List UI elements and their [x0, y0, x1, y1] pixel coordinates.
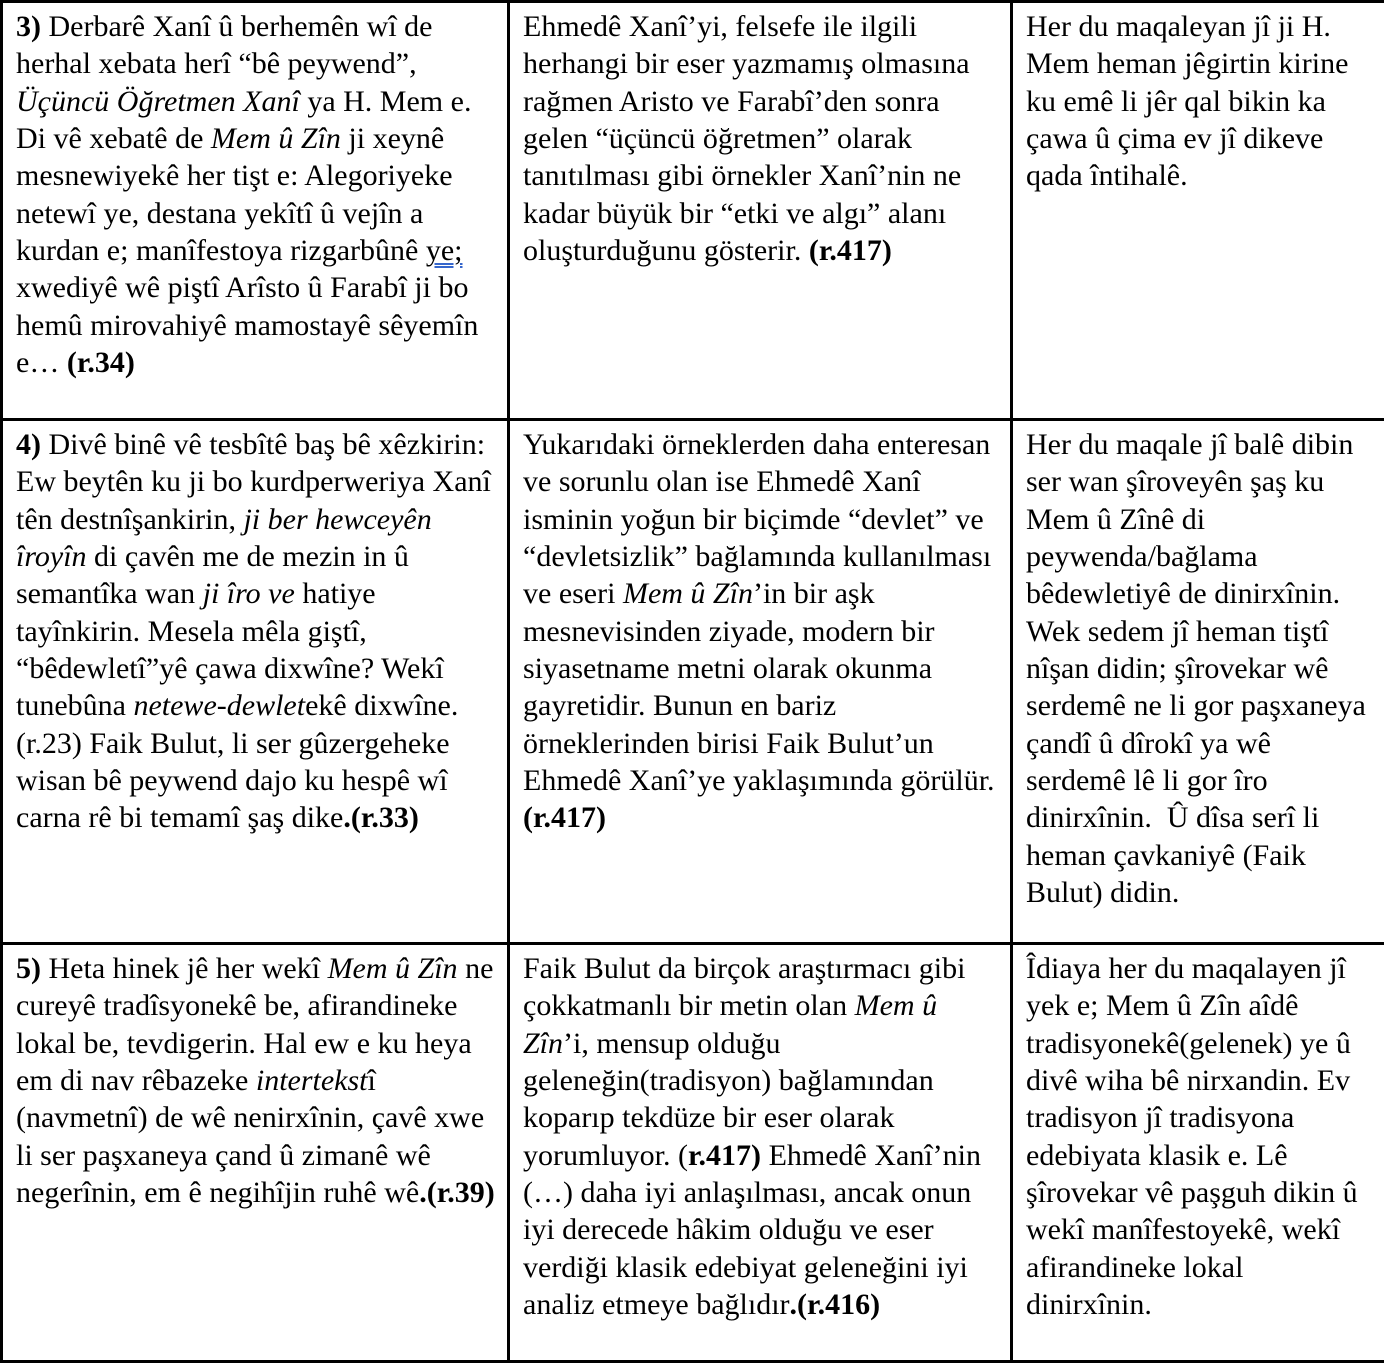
text-run: ji xeynê mesnewiyekê her tişt e: Alegoriyeke netewî ye, destana yekîtî û vejîn a kurdan e; manîfestoya rizgarbûnê [16, 122, 453, 267]
text-run: Derbarê Xanî û berhemên wî de herhal xebata herî “bê peywend”, [16, 10, 433, 80]
text-run: xwediyê wê piştî Arîsto û Farabî ji bo hemû mirovahiyê mamostayê sêyemîn e… [16, 271, 478, 379]
text-run: Her du maqaleyan jî ji H. Mem heman jêgirtin kirine ku emê li jêr qal bikin ka çawa û çima ev jî dikeve qada întihalê. [1026, 10, 1348, 192]
italic-text: intertekst [256, 1064, 368, 1097]
text-run: Her du maqale jî balê dibin ser wan şîroveyên şaş ku Mem û Zînê di peywenda/bağlama bêdewletiyê de dinirxînin. Wek sedem jî heman tiştî nîşan didin; şîrovekar wê serdemê ne li gor paşxaneya çandî û dîrokî ya wê serdemê lê li gor îro dinirxînin. Û dîsa serî li heman çavkaniyê (Faik Bulut) didin. [1026, 428, 1366, 909]
italic-text: Üçüncü Öğretmen Xanî [16, 85, 300, 118]
table-cell [2, 944, 509, 1362]
italic-text: Mem û Zîn [623, 577, 753, 610]
text-run: ’i, mensup olduğu geleneğin(tradisyon) bağlamından koparıp tekdüze bir eser olarak yorumluyor. ( [523, 1027, 934, 1172]
table-cell [509, 2, 1012, 420]
table-cell [509, 944, 1012, 1362]
bold-text: (r.417) [523, 801, 606, 834]
text-run: Heta hinek jê her wekî [41, 952, 328, 985]
bold-text: (r.34) [67, 346, 135, 379]
text-run: Îdiaya her du maqalayen jî yek e; Mem û Zîn aîdê tradisyonekê(gelenek) ye û divê wiha bê nirxandin. Ev tradisyon jî tradisyona edebiyata klasik e. Lê şîrovekar vê paşguh dikin û wekî manîfestoyekê, wekî afirandineke lokal dinirxînin. [1026, 952, 1358, 1321]
bold-text: 4) [16, 428, 41, 461]
table-cell [1012, 2, 1384, 420]
italic-text: Mem û Zîn [523, 989, 937, 1059]
grammar-underline-text: ye; [426, 234, 463, 267]
text-run: Ehmedê Xanî’nin (…) daha iyi anlaşılması, ancak onun iyi derecede hâkim olduğu ve eser verdiği klasik edebiyat geleneğini iyi analiz etmeye bağlıdır [523, 1139, 981, 1321]
text-run: Yukarıdaki örneklerden daha enteresan ve sorunlu olan ise Ehmedê Xanî isminin yoğun bir biçimde “devlet” ve “devletsizlik” bağlamında kullanılması ve eseri [523, 428, 991, 610]
bold-text: 3) [16, 10, 41, 43]
table-cell [1012, 944, 1384, 1362]
italic-text: ji îro ve [203, 577, 295, 610]
text-run: Faik Bulut da birçok araştırmacı gibi çokkatmanlı bir metin olan [523, 952, 965, 1022]
text-run: ya H. Mem e. Di vê xebatê de [16, 85, 471, 155]
italic-text: Mem û Zîn [211, 122, 341, 155]
text-run: Ehmedê Xanî’yi, felsefe ile ilgili herhangi bir eser yazmamış olmasına rağmen Aristo ve Farabî’den sonra gelen “üçüncü öğretmen” olarak tanıtılması gibi örnekler Xanî’nin ne kadar büyük bir “etki ve algı” alanı oluşturduğunu gösterir. [523, 10, 970, 267]
table-cell [2, 420, 509, 944]
table-cell [2, 2, 509, 420]
text-run: Divê binê vê tesbîtê baş bê xêzkirin: Ew beytên ku ji bo kurdperweriya Xanî tên destnîşankirin, [16, 428, 491, 536]
italic-text: ji ber hewceyên îroyîn [16, 503, 432, 573]
text-run: ne cureyê tradîsyonekê be, afirandineke lokal be, tevdigerin. Hal ew e ku heya em di nav rêbazeke [16, 952, 493, 1097]
text-run: di çavên me de mezin in û semantîka wan [16, 540, 409, 610]
bold-text: .(r.39) [419, 1176, 495, 1209]
bold-text: .(r.33) [343, 801, 419, 834]
bold-text: .(r.416) [790, 1288, 881, 1321]
bold-text: (r.417) [809, 234, 892, 267]
bold-text: 5) [16, 952, 41, 985]
text-run: ekê dixwîne. (r.23) Faik Bulut, li ser gûzergeheke wisan bê peywend dajo ku hespê wî carna rê bi temamî şaş dike [16, 689, 458, 834]
table-row [2, 420, 1384, 944]
table-cell [509, 420, 1012, 944]
italic-text: netewe-dewlet [133, 689, 305, 722]
table-cell [1012, 420, 1384, 944]
text-run: hatiye tayînkirin. Mesela mêla giştî, “bêdewletî”yê çawa dixwîne? Wekî tunebûna [16, 577, 444, 722]
text-run: ’in bir aşk mesnevisinden ziyade, modern bir siyasetname metni olarak okunma gayretidir. Bunun en bariz örneklerinden birisi Faik Bulut’un Ehmedê Xanî’ye yaklaşımında görülür. [523, 577, 995, 797]
table-row [2, 2, 1384, 420]
table-body [2, 2, 1384, 1362]
table-row [2, 944, 1384, 1362]
text-run: î (navmetnî) de wê nenirxînin, çavê xwe li ser paşxaneya çand û zimanê wê negerînin, em ê negihîjin ruhê wê [16, 1064, 484, 1209]
italic-text: Mem û Zîn [328, 952, 458, 985]
bold-text: r.417) [688, 1139, 761, 1172]
